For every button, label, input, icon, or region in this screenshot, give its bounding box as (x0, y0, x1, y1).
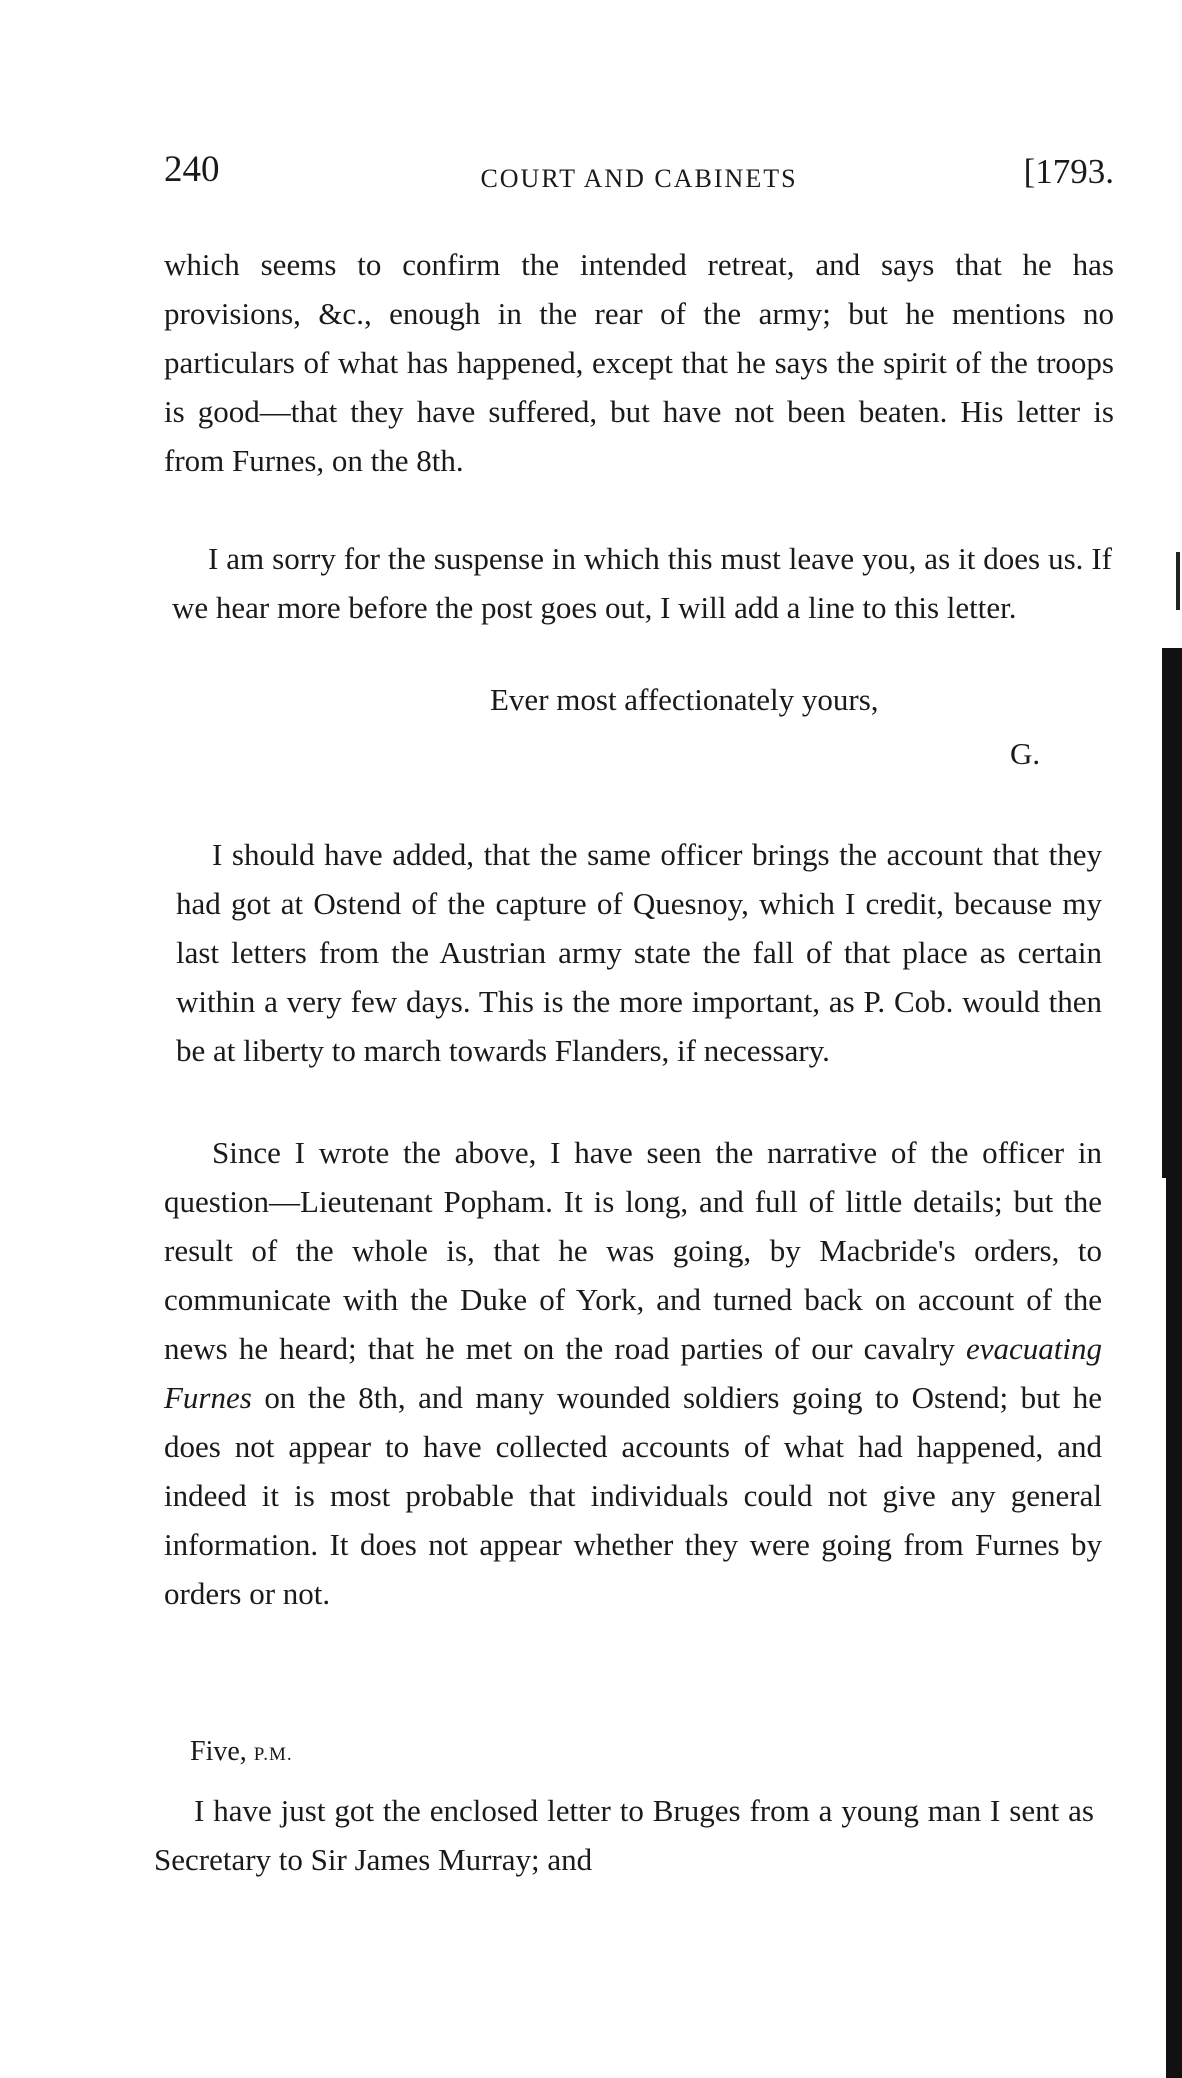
paragraph-2: I am sorry for the suspense in which this must leave you, as it does us. If we hear more before the post goes out, I will add a line to this letter. (172, 541, 1112, 625)
time-label (190, 1736, 293, 1768)
paragraph-4-text-b: on the 8th, and many wounded soldiers going to Ostend; but he does not appear to have collected accounts of what had happened, and indeed it is most probable that individuals could not give any general information. It does not appear whether they were going from Furnes by orders or not. (164, 1380, 1102, 1611)
time-label-suffix: P.M. (253, 1744, 293, 1765)
paragraph-4-text-a: Since I wrote the above, I have seen the narrative of the officer in question—Lieutenant Popham. It is long, and full of little details; but the result of the whole is, that he was going, by Macbride's orders, to communicate with the Duke of York, and turned back on account of the news he heard; that he met on the road parties of our cavalry (164, 1135, 1102, 1366)
binding-edge-strip-lower (1166, 1178, 1182, 2078)
page-header (164, 148, 1114, 198)
time-label-word: Five, (190, 1736, 247, 1767)
paragraph-1: which seems to confirm the intended retreat, and says that he has provisions, &c., enough in the rear of the army; but he mentions no particulars of what has happened, except that he says the spirit of the troops is good—that they have suffered, but have not been beaten. His letter is from Furnes, on the 8th. (164, 247, 1114, 478)
letter-closing: Ever most affectionately yours, (490, 682, 879, 717)
paragraph-3: I should have added, that the same officer brings the account that they had got at Ostend of the capture of Quesnoy, which I credit, because my last letters from the Austrian army state the fall of that place as certain within a very few days. This is the more important, as P. Cob. would then be at liberty to march towards Flanders, if necessary. (176, 837, 1102, 1068)
year-marker: [1793. (1023, 152, 1114, 191)
paragraph-4-italic: evacuating Furnes (164, 1331, 1102, 1415)
binding-edge-mark (1176, 552, 1180, 610)
binding-edge-strip-upper (1162, 648, 1182, 1178)
letter-signature: G. (1010, 736, 1041, 771)
running-head: COURT AND CABINETS (480, 164, 798, 193)
page-number: 240 (164, 149, 220, 190)
paragraph-5: I have just got the enclosed letter to Bruges from a young man I sent as Secretary to Sir James Murray; and (154, 1793, 1094, 1877)
paragraph-4 (164, 1128, 1102, 1618)
